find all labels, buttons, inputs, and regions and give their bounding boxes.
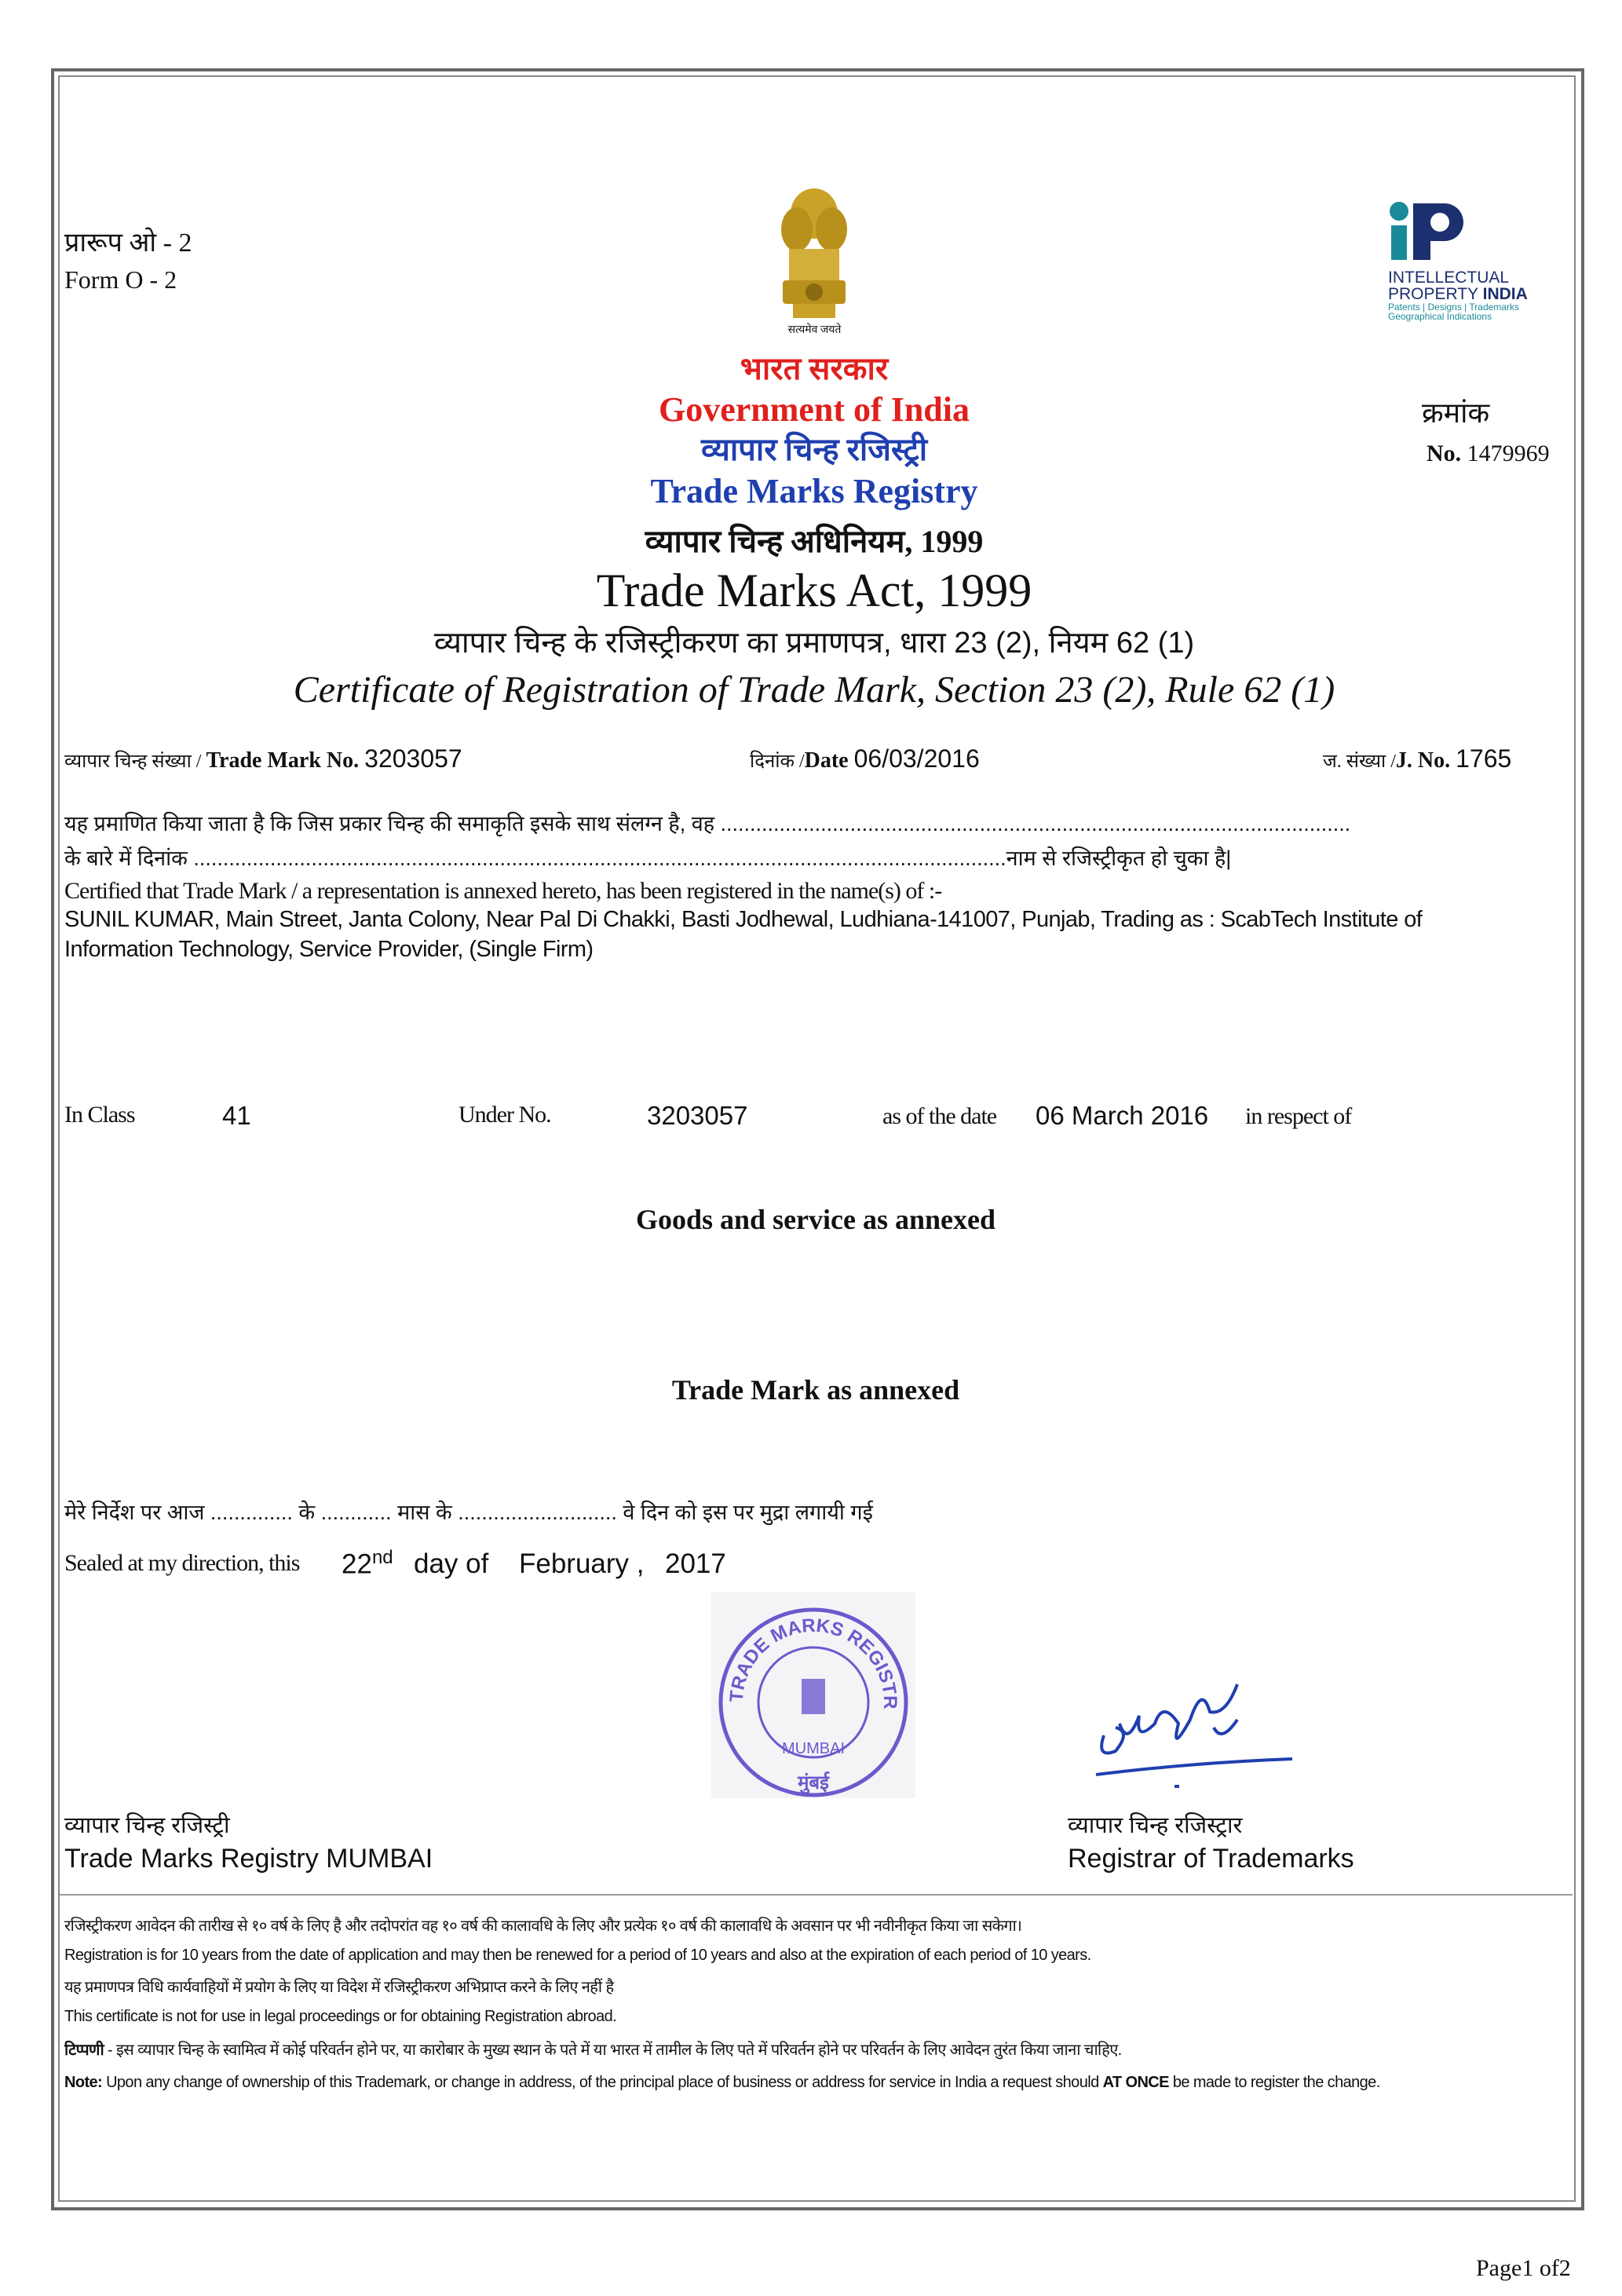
serial-label: No.: [1427, 441, 1462, 466]
stamp-ring-text: TRADE MARKS REGISTR: [725, 1614, 901, 1709]
registry-hindi-label: व्यापार चिन्ह रजिस्ट्री: [64, 1813, 230, 1838]
as-of-date-label: as of the date: [882, 1103, 997, 1129]
registry-english: Trade Marks Registry: [650, 472, 978, 510]
serial-value: 1479969: [1467, 441, 1550, 466]
form-hindi: प्रारूप ओ - 2: [64, 229, 192, 258]
footer-line1-hindi: रजिस्ट्रीकरण आवेदन की तारीख से १० वर्ष के लिए है और तदोपरांत वह १० वर्ष की कालावधि के लिए और प्रत्येक १० वर्ष की कालावधि के अवसान पर भी नवीनीकृत किया जा सकेगा।: [64, 1918, 1022, 1935]
sealed-hindi: मेरे निर्देश पर आज .............. के ............ मास के ........................... वे दिन को इस पर मुद्रा लगायी गई: [64, 1501, 873, 1524]
act-english: Trade Marks Act, 1999: [596, 565, 1032, 616]
sealed-month: February ,: [519, 1548, 645, 1579]
sealed-day-suffix: nd: [371, 1547, 393, 1568]
ip-logo-line1: INTELLECTUAL: [1388, 269, 1510, 287]
note-hindi-label: टिप्पणी: [64, 2042, 104, 2059]
ip-india-logo: [1388, 200, 1528, 321]
registry-hindi: व्यापार चिन्ह रजिस्ट्री: [700, 432, 928, 467]
cert-hindi: व्यापार चिन्ह के रजिस्ट्रीकरण का प्रमाणपत्र, धारा 23 (2), नियम 62 (1): [433, 627, 1195, 660]
tm-value: 3203057: [364, 744, 462, 773]
owner-line-1: SUNIL KUMAR, Main Street, Janta Colony, Near Pal Di Chakki, Basti Jodhewal, Ludhiana-141007, Punjab, Trading as : ScabTech Institute of: [64, 907, 1423, 932]
tm-label-hindi: व्यापार चिन्ह संख्या /: [64, 751, 206, 772]
class-value: 41: [222, 1101, 251, 1130]
gov-hindi: भारत सरकार: [740, 351, 889, 386]
stamp-seal-icon: [711, 1592, 915, 1798]
sealed-day-of: day of: [414, 1548, 489, 1579]
owner-line-2: Information Technology, Service Provider, (Single Firm): [64, 937, 594, 962]
footer-line1: Registration is for 10 years from the date of application and may then be renewed for a period of 10 years and also at the expiration of each period of 10 years.: [64, 1947, 1091, 1964]
j-label: J. No.: [1395, 748, 1451, 773]
sealed-year: 2017: [665, 1548, 726, 1579]
national-emblem-icon: [765, 182, 864, 339]
date-label-hindi: दिनांक /: [750, 751, 805, 772]
note-text-c: be made to register the change.: [1168, 2074, 1380, 2091]
in-class-label: In Class: [64, 1102, 135, 1128]
stamp-city: MUMBAI: [782, 1740, 845, 1757]
ip-logo-line2a: PROPERTY: [1388, 285, 1483, 303]
as-of-date-value: 06 March 2016: [1036, 1101, 1209, 1130]
note-text-a: Upon any change of ownership of this Trademark, or change in address, of the principal place of business or address for service in India a request should: [102, 2074, 1103, 2091]
under-no-label: Under No.: [458, 1102, 551, 1128]
registrar-hindi-label: व्यापार चिन्ह रजिस्ट्रार: [1068, 1813, 1243, 1838]
j-label-hindi: ज. संख्या /: [1323, 751, 1396, 772]
footer-line2-hindi: यह प्रमाणपत्र विधि कार्यवाहियों में प्रयोग के लिए या विदेश में रजिस्ट्रीकरण अभिप्राप्त करने के लिए नहीं है: [64, 1979, 614, 1996]
page-number: Page1 of2: [1476, 2255, 1571, 2281]
trade-mark-annexed: Trade Mark as annexed: [671, 1374, 960, 1406]
tm-label: Trade Mark No.: [206, 748, 360, 773]
j-value: 1765: [1456, 744, 1512, 773]
ip-logo-line2b: INDIA: [1482, 285, 1528, 303]
serial-label-hindi: क्रमांक: [1422, 397, 1490, 429]
note-hindi: - इस व्यापार चिन्ह के स्वामित्व में कोई परिवर्तन होने पर, या कारोबार के मुख्य स्थान के पते में या भारत में तामील के लिए पते में परिवर्तन होने पर परिवर्तन के लिए आवेदन तुरंत किया जाना चाहिए.: [104, 2042, 1122, 2059]
footer-line2: This certificate is not for use in legal proceedings or for obtaining Registration abroad.: [64, 2008, 617, 2025]
date-value: 06/03/2016: [853, 744, 980, 773]
in-respect-label: in respect of: [1245, 1103, 1352, 1129]
note-label: Note:: [64, 2074, 103, 2091]
registrar-signature: [1088, 1680, 1300, 1793]
sealed-label: Sealed at my direction, this: [64, 1550, 300, 1576]
under-no-value: 3203057: [647, 1101, 748, 1130]
emblem-motto: सत्यमेव जयते: [787, 324, 842, 336]
certified-text: Certified that Trade Mark / a representation is annexed hereto, has been registered in the name(s) of :-: [64, 878, 942, 904]
sealed-day: 22: [342, 1548, 372, 1580]
ip-logo-line4: Geographical Indications: [1388, 311, 1492, 322]
registry-mumbai-label: Trade Marks Registry MUMBAI: [64, 1844, 433, 1874]
hindi-line-1: यह प्रमाणित किया जाता है कि जिस प्रकार चिन्ह की समाकृति इसके साथ संलग्न है, वह ...........................................................................................................: [64, 812, 1351, 835]
date-label: Date: [804, 748, 849, 773]
stamp-city-hindi: मुंबई: [798, 1772, 829, 1793]
act-hindi: व्यापार चिन्ह अधिनियम, 1999: [645, 524, 984, 559]
goods-annexed: Goods and service as annexed: [635, 1204, 996, 1235]
gov-english: Government of India: [659, 390, 970, 429]
cert-english: Certificate of Registration of Trade Mark, Section 23 (2), Rule 62 (1): [293, 669, 1335, 711]
registrar-label: Registrar of Trademarks: [1068, 1844, 1354, 1874]
hindi-line-2: के बारे में दिनांक ..........................................................................................................................................नाम से रजिस्ट्रीकृत हो चुका है|: [64, 846, 1232, 870]
registry-stamp: [711, 1592, 915, 1798]
footer-divider: [60, 1894, 1573, 1896]
ip-logo-icon: [1388, 200, 1474, 263]
ip-logo-line3: Patents | Designs | Trademarks: [1388, 302, 1519, 313]
form-english: Form O - 2: [64, 265, 177, 294]
note-text-b: AT ONCE: [1102, 2074, 1169, 2091]
